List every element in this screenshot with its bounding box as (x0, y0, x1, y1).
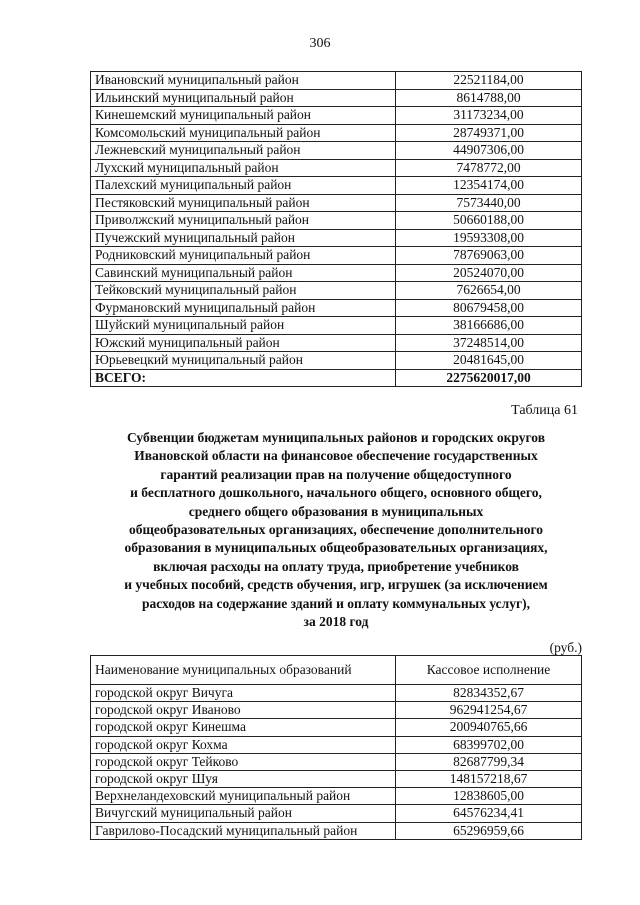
heading-line: за 2018 год (303, 614, 369, 630)
table-row (91, 212, 582, 230)
row-name: городской округ Кохма (91, 736, 396, 753)
column-header-name: Наименование муниципальных образований (91, 656, 396, 685)
table-row (91, 685, 582, 702)
row-name: Лухский муниципальный район (91, 159, 396, 177)
table-row (91, 753, 582, 770)
row-name: Кинешемский муниципальный район (91, 107, 396, 125)
table-label: Таблица 61 (511, 403, 578, 418)
row-value: 31173234,00 (396, 107, 582, 125)
row-value: 50660188,00 (396, 212, 582, 230)
table-row (91, 771, 582, 788)
row-name: городской округ Шуя (91, 771, 396, 788)
row-value: 7573440,00 (396, 194, 582, 212)
row-name: Пестяковский муниципальный район (91, 194, 396, 212)
row-name: Юрьевецкий муниципальный район (91, 352, 396, 370)
row-value: 37248514,00 (396, 334, 582, 352)
row-name: Вичугский муниципальный район (91, 805, 396, 822)
table-row (91, 805, 582, 822)
heading-line: гарантий реализации прав на получение общедоступного (160, 466, 512, 482)
row-name: Шуйский муниципальный район (91, 317, 396, 335)
row-name: Приволжский муниципальный район (91, 212, 396, 230)
heading-line: расходов на содержание зданий и оплату коммунальных услуг), (141, 595, 531, 611)
row-value: 68399702,00 (396, 736, 582, 753)
row-name: Фурмановский муниципальный район (91, 299, 396, 317)
table-row (91, 736, 582, 753)
heading-line: включая расходы на оплату труда, приобретение учебников (153, 558, 519, 574)
row-value: 7626654,00 (396, 282, 582, 300)
table-row (91, 317, 582, 335)
table-row (91, 719, 582, 736)
row-value: 22521184,00 (396, 72, 582, 90)
row-value: 82834352,67 (396, 685, 582, 702)
table-row (91, 124, 582, 142)
heading-line: Субвенции бюджетам муниципальных районов и городских округов (126, 430, 546, 445)
row-name: Родниковский муниципальный район (91, 247, 396, 265)
row-name: городской округ Тейково (91, 753, 396, 770)
table-row (91, 89, 582, 107)
table-row (91, 107, 582, 125)
row-value: 20481645,00 (396, 352, 582, 370)
heading-line: образования в муниципальных общеобразовательных организациях, (124, 540, 548, 556)
row-name: Савинский муниципальный район (91, 264, 396, 282)
table-row (91, 72, 582, 90)
row-value: 19593308,00 (396, 229, 582, 247)
table-row (91, 247, 582, 265)
row-value: 7478772,00 (396, 159, 582, 177)
table-row (91, 299, 582, 317)
table-row (91, 352, 582, 370)
district-totals-table (90, 71, 582, 387)
total-label: ВСЕГО: (91, 369, 396, 387)
row-name: Южский муниципальный район (91, 334, 396, 352)
row-value: 82687799,34 (396, 753, 582, 770)
row-value: 12838605,00 (396, 788, 582, 805)
row-name: Ильинский муниципальный район (91, 89, 396, 107)
table-row (91, 282, 582, 300)
row-value: 65296959,66 (396, 822, 582, 839)
total-value: 2275620017,00 (396, 369, 582, 387)
row-name: Палехский муниципальный район (91, 177, 396, 195)
row-name: Верхнеландеховский муниципальный район (91, 788, 396, 805)
unit-label: (руб.) (549, 640, 582, 655)
table-row (91, 177, 582, 195)
heading-line: и бесплатного дошкольного, начального общего, основного общего, (130, 485, 542, 501)
table-row (91, 822, 582, 839)
row-value: 8614788,00 (396, 89, 582, 107)
table-heading (90, 429, 582, 631)
row-name: Гаврилово-Посадский муниципальный район (91, 822, 396, 839)
row-value: 28749371,00 (396, 124, 582, 142)
row-value: 20524070,00 (396, 264, 582, 282)
row-name: Ивановский муниципальный район (91, 72, 396, 90)
row-value: 44907306,00 (396, 142, 582, 160)
column-header-value: Кассовое исполнение (396, 656, 582, 685)
row-name: городской округ Иваново (91, 702, 396, 719)
row-value: 64576234,41 (396, 805, 582, 822)
row-name: Комсомольский муниципальный район (91, 124, 396, 142)
table-row (91, 229, 582, 247)
row-value: 148157218,67 (396, 771, 582, 788)
row-value: 80679458,00 (396, 299, 582, 317)
row-name: Пучежский муниципальный район (91, 229, 396, 247)
page-number: 306 (309, 36, 331, 51)
total-row (91, 369, 582, 387)
table-row (91, 334, 582, 352)
row-value: 38166686,00 (396, 317, 582, 335)
heading-line: среднего общего образования в муниципальных (188, 503, 484, 519)
heading-line: общеобразовательных организациях, обеспечение дополнительного (128, 522, 543, 538)
subvention-table (90, 655, 582, 840)
row-name: Тейковский муниципальный район (91, 282, 396, 300)
row-value: 78769063,00 (396, 247, 582, 265)
table-row (91, 194, 582, 212)
table-row (91, 788, 582, 805)
table-row (91, 159, 582, 177)
row-name: Лежневский муниципальный район (91, 142, 396, 160)
row-value: 200940765,66 (396, 719, 582, 736)
row-name: городской округ Вичуга (91, 685, 396, 702)
heading-line: Ивановской области на финансовое обеспечение государственных (134, 448, 538, 464)
table-row (91, 702, 582, 719)
heading-line: и учебных пособий, средств обучения, игр, игрушек (за исключением (124, 577, 548, 593)
table-header-row (91, 656, 582, 685)
row-value: 12354174,00 (396, 177, 582, 195)
row-value: 962941254,67 (396, 702, 582, 719)
table-row (91, 264, 582, 282)
row-name: городской округ Кинешма (91, 719, 396, 736)
table-row (91, 142, 582, 160)
